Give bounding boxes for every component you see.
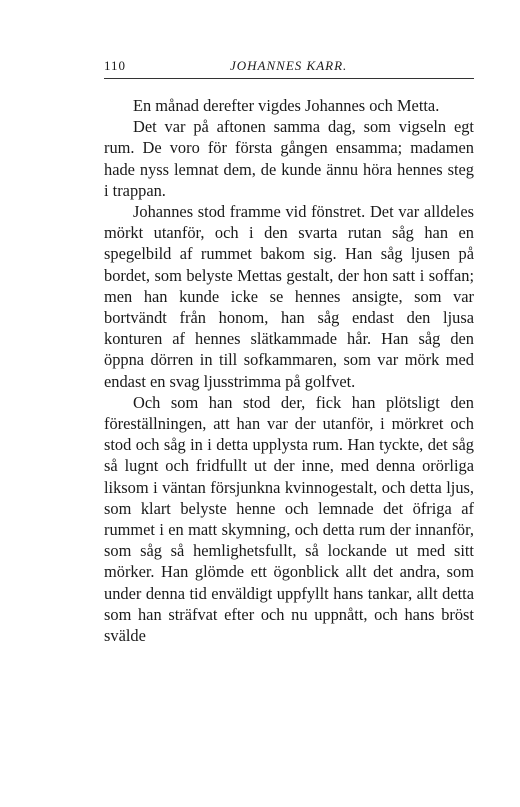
paragraph-3: Johannes stod framme vid fönstret. Det var alldeles mörkt utanför, och i den svarta rutan såg han en spegelbild af rummet bakom sig. Han såg ljusen på bordet, som belyste Mettas gestalt, der hon satt i soffan; men han kunde icke se hennes ansigte, som var bortvändt från honom, han såg endast den ljusa konturen af hennes slätkammade hår. Han såg den öppna dörren in till sofkammaren, som var mörk med endast en svag ljusstrimma på golfvet. bbox=[104, 202, 474, 391]
book-page bbox=[104, 56, 474, 646]
body-text bbox=[104, 95, 474, 646]
paragraph-4: Och som han stod der, fick han plötsligt den föreställningen, att han var der utanför, i mörkret och stod och såg in i detta upplysta rum. Han tyckte, det såg så lugnt och fridfullt ut der inne, med denna orörliga liksom i väntan försjunkna kvinnogestalt, och detta ljus, som klart belyste henne och lemnade det öfriga af rummet i en matt skymning, och detta rum der innanför, som såg så hemlighetsfullt, så lockande ut med sitt mörker. Han glömde ett ögonblick allt det andra, som under denna tid enväldigt uppfyllt hans tankar, allt detta som han sträfvat efter och nu uppnått, och hans bröst svälde bbox=[104, 392, 474, 646]
running-title: JOHANNES KARR. bbox=[230, 58, 348, 73]
running-head bbox=[104, 56, 474, 79]
page-number: 110 bbox=[104, 58, 127, 73]
paragraph-1: En månad derefter vigdes Johannes och Metta. bbox=[133, 96, 440, 115]
paragraph-2: Det var på aftonen samma dag, som vigseln egt rum. De voro för första gången ensamma; madamen hade nyss lemnat dem, de kunde ännu höra hennes steg i trappan. bbox=[104, 117, 474, 200]
